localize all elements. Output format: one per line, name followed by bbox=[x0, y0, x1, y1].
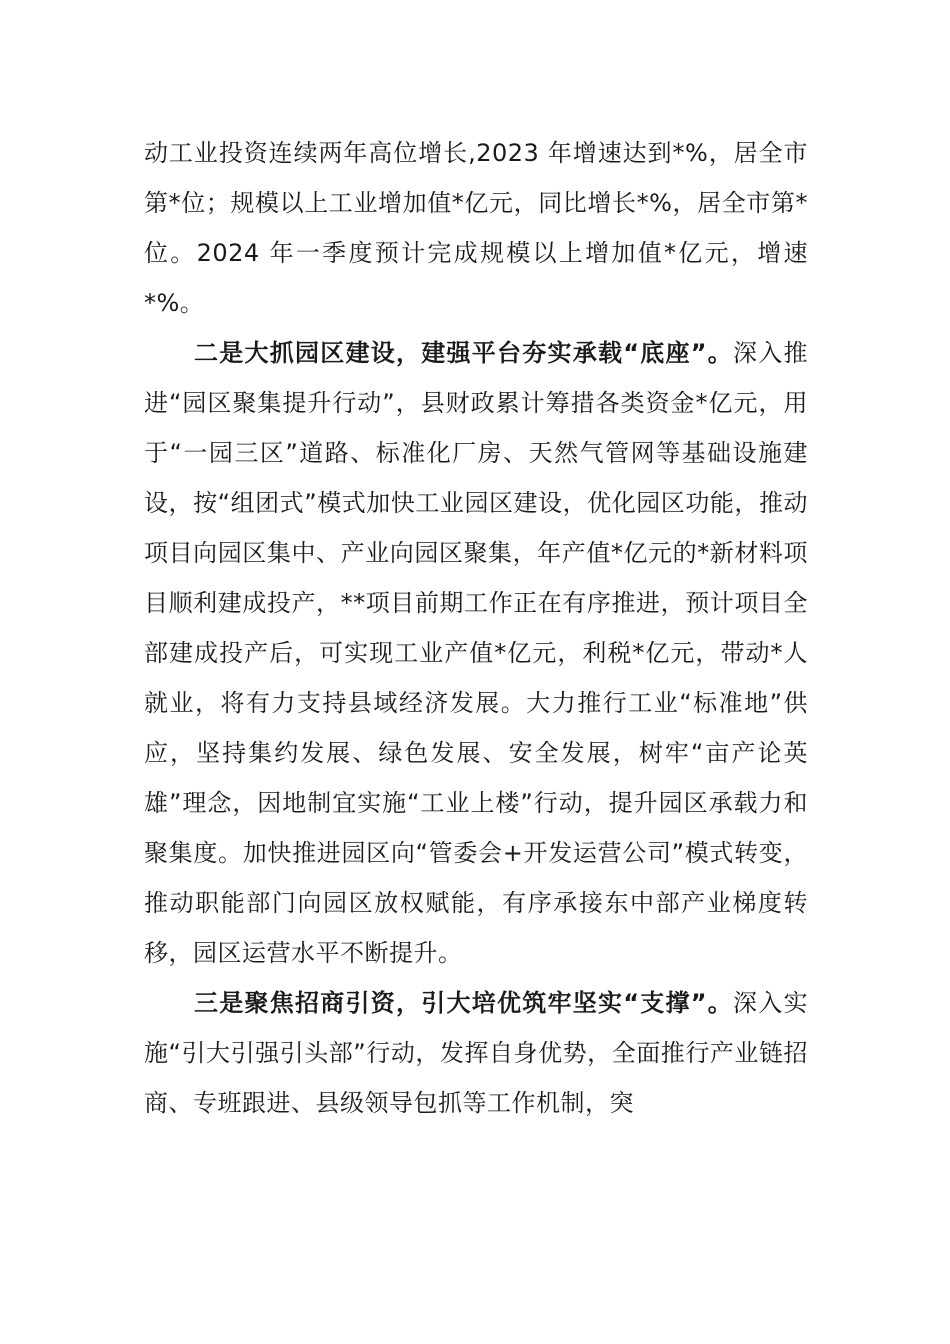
paragraph-lead-heading: 三是聚焦招商引资，引大培优筑牢坚实“支撑”。 bbox=[194, 989, 734, 1017]
paragraph-text: 动工业投资连续两年高位增长,2023 年增速达到*%，居全市第*位；规模以上工业增加值*亿元，同比增长*%，居全市第*位。2024 年一季度预计完成规模以上增加值*亿元，增速*%。 bbox=[144, 139, 808, 317]
paragraph-park-construction bbox=[144, 328, 808, 978]
paragraph-lead-heading: 二是大抓园区建设，建强平台夯实承载“底座”。 bbox=[194, 339, 734, 367]
document-page bbox=[144, 128, 808, 1128]
paragraph-text: 深入推进“园区聚集提升行动”，县财政累计筹措各类资金*亿元，用于“一园三区”道路、标准化厂房、天然气管网等基础设施建设，按“组团式”模式加快工业园区建设，优化园区功能，推动项目向园区集中、产业向园区聚集，年产值*亿元的*新材料项目顺利建成投产，**项目前期工作正在有序推进，预计项目全部建成投产后，可实现工业产值*亿元，利税*亿元，带动*人就业，将有力支持县域经济发展。大力推行工业“标准地”供应，坚持集约发展、绿色发展、安全发展，树牢“亩产论英雄”理念，因地制宜实施“工业上楼”行动，提升园区承载力和聚集度。加快推进园区向“管委会+开发运营公司”模式转变，推动职能部门向园区放权赋能，有序承接东中部产业梯度转移，园区运营水平不断提升。 bbox=[144, 339, 809, 967]
paragraph-investment-attraction bbox=[144, 978, 808, 1128]
paragraph-continuation bbox=[144, 128, 808, 328]
paragraph-text: 深入实施“引大引强引头部”行动，发挥自身优势，全面推行产业链招商、专班跟进、县级领导包抓等工作机制，突 bbox=[144, 989, 809, 1117]
